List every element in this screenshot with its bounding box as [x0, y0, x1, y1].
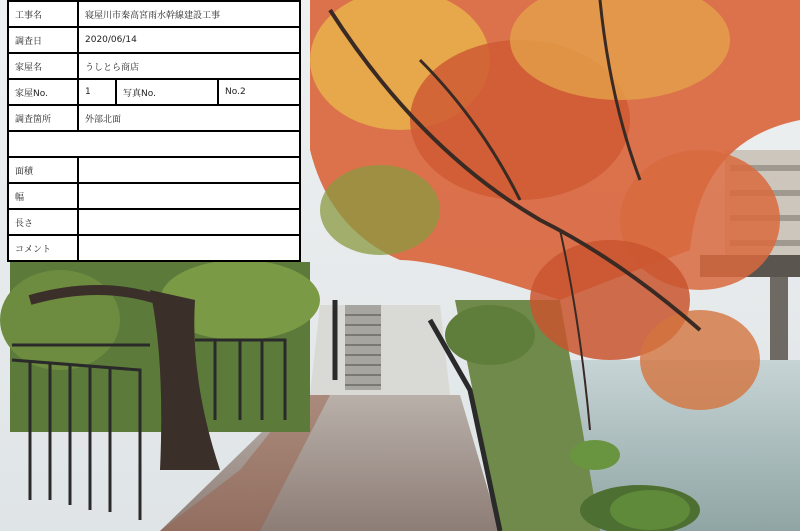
survey-location-label: 調査箇所 [9, 106, 77, 130]
width-value [79, 184, 299, 208]
survey-location-value: 外部北面 [79, 106, 299, 130]
comment-label: コメント [9, 236, 77, 260]
house-name-value: うしとら商店 [79, 54, 299, 78]
house-number-label: 家屋No. [9, 80, 77, 104]
length-label: 長さ [9, 210, 77, 234]
house-name-label: 家屋名 [9, 54, 77, 78]
row-project-name [9, 2, 299, 26]
width-label: 幅 [9, 184, 77, 208]
row-length [9, 210, 299, 234]
row-area [9, 158, 299, 182]
house-number-value: 1 [79, 80, 115, 104]
stairs-ramp [310, 305, 450, 395]
area-label: 面積 [9, 158, 77, 182]
row-blank [9, 132, 299, 156]
area-value [79, 158, 299, 182]
survey-date-value: 2020/06/14 [79, 28, 299, 52]
row-comment [9, 236, 299, 260]
row-survey-location [9, 106, 299, 130]
photo-number-label: 写真No. [117, 80, 217, 104]
length-value [79, 210, 299, 234]
project-name-value: 寝屋川市秦高宮雨水幹線建設工事 [79, 2, 299, 26]
row-survey-date [9, 28, 299, 52]
row-house-name [9, 54, 299, 78]
row-house-number [9, 80, 299, 104]
comment-value [79, 236, 299, 260]
row-width [9, 184, 299, 208]
blank-cell [9, 132, 299, 156]
project-name-label: 工事名 [9, 2, 77, 26]
survey-info-board [7, 0, 301, 262]
survey-date-label: 調査日 [9, 28, 77, 52]
photo-number-value: No.2 [219, 80, 299, 104]
